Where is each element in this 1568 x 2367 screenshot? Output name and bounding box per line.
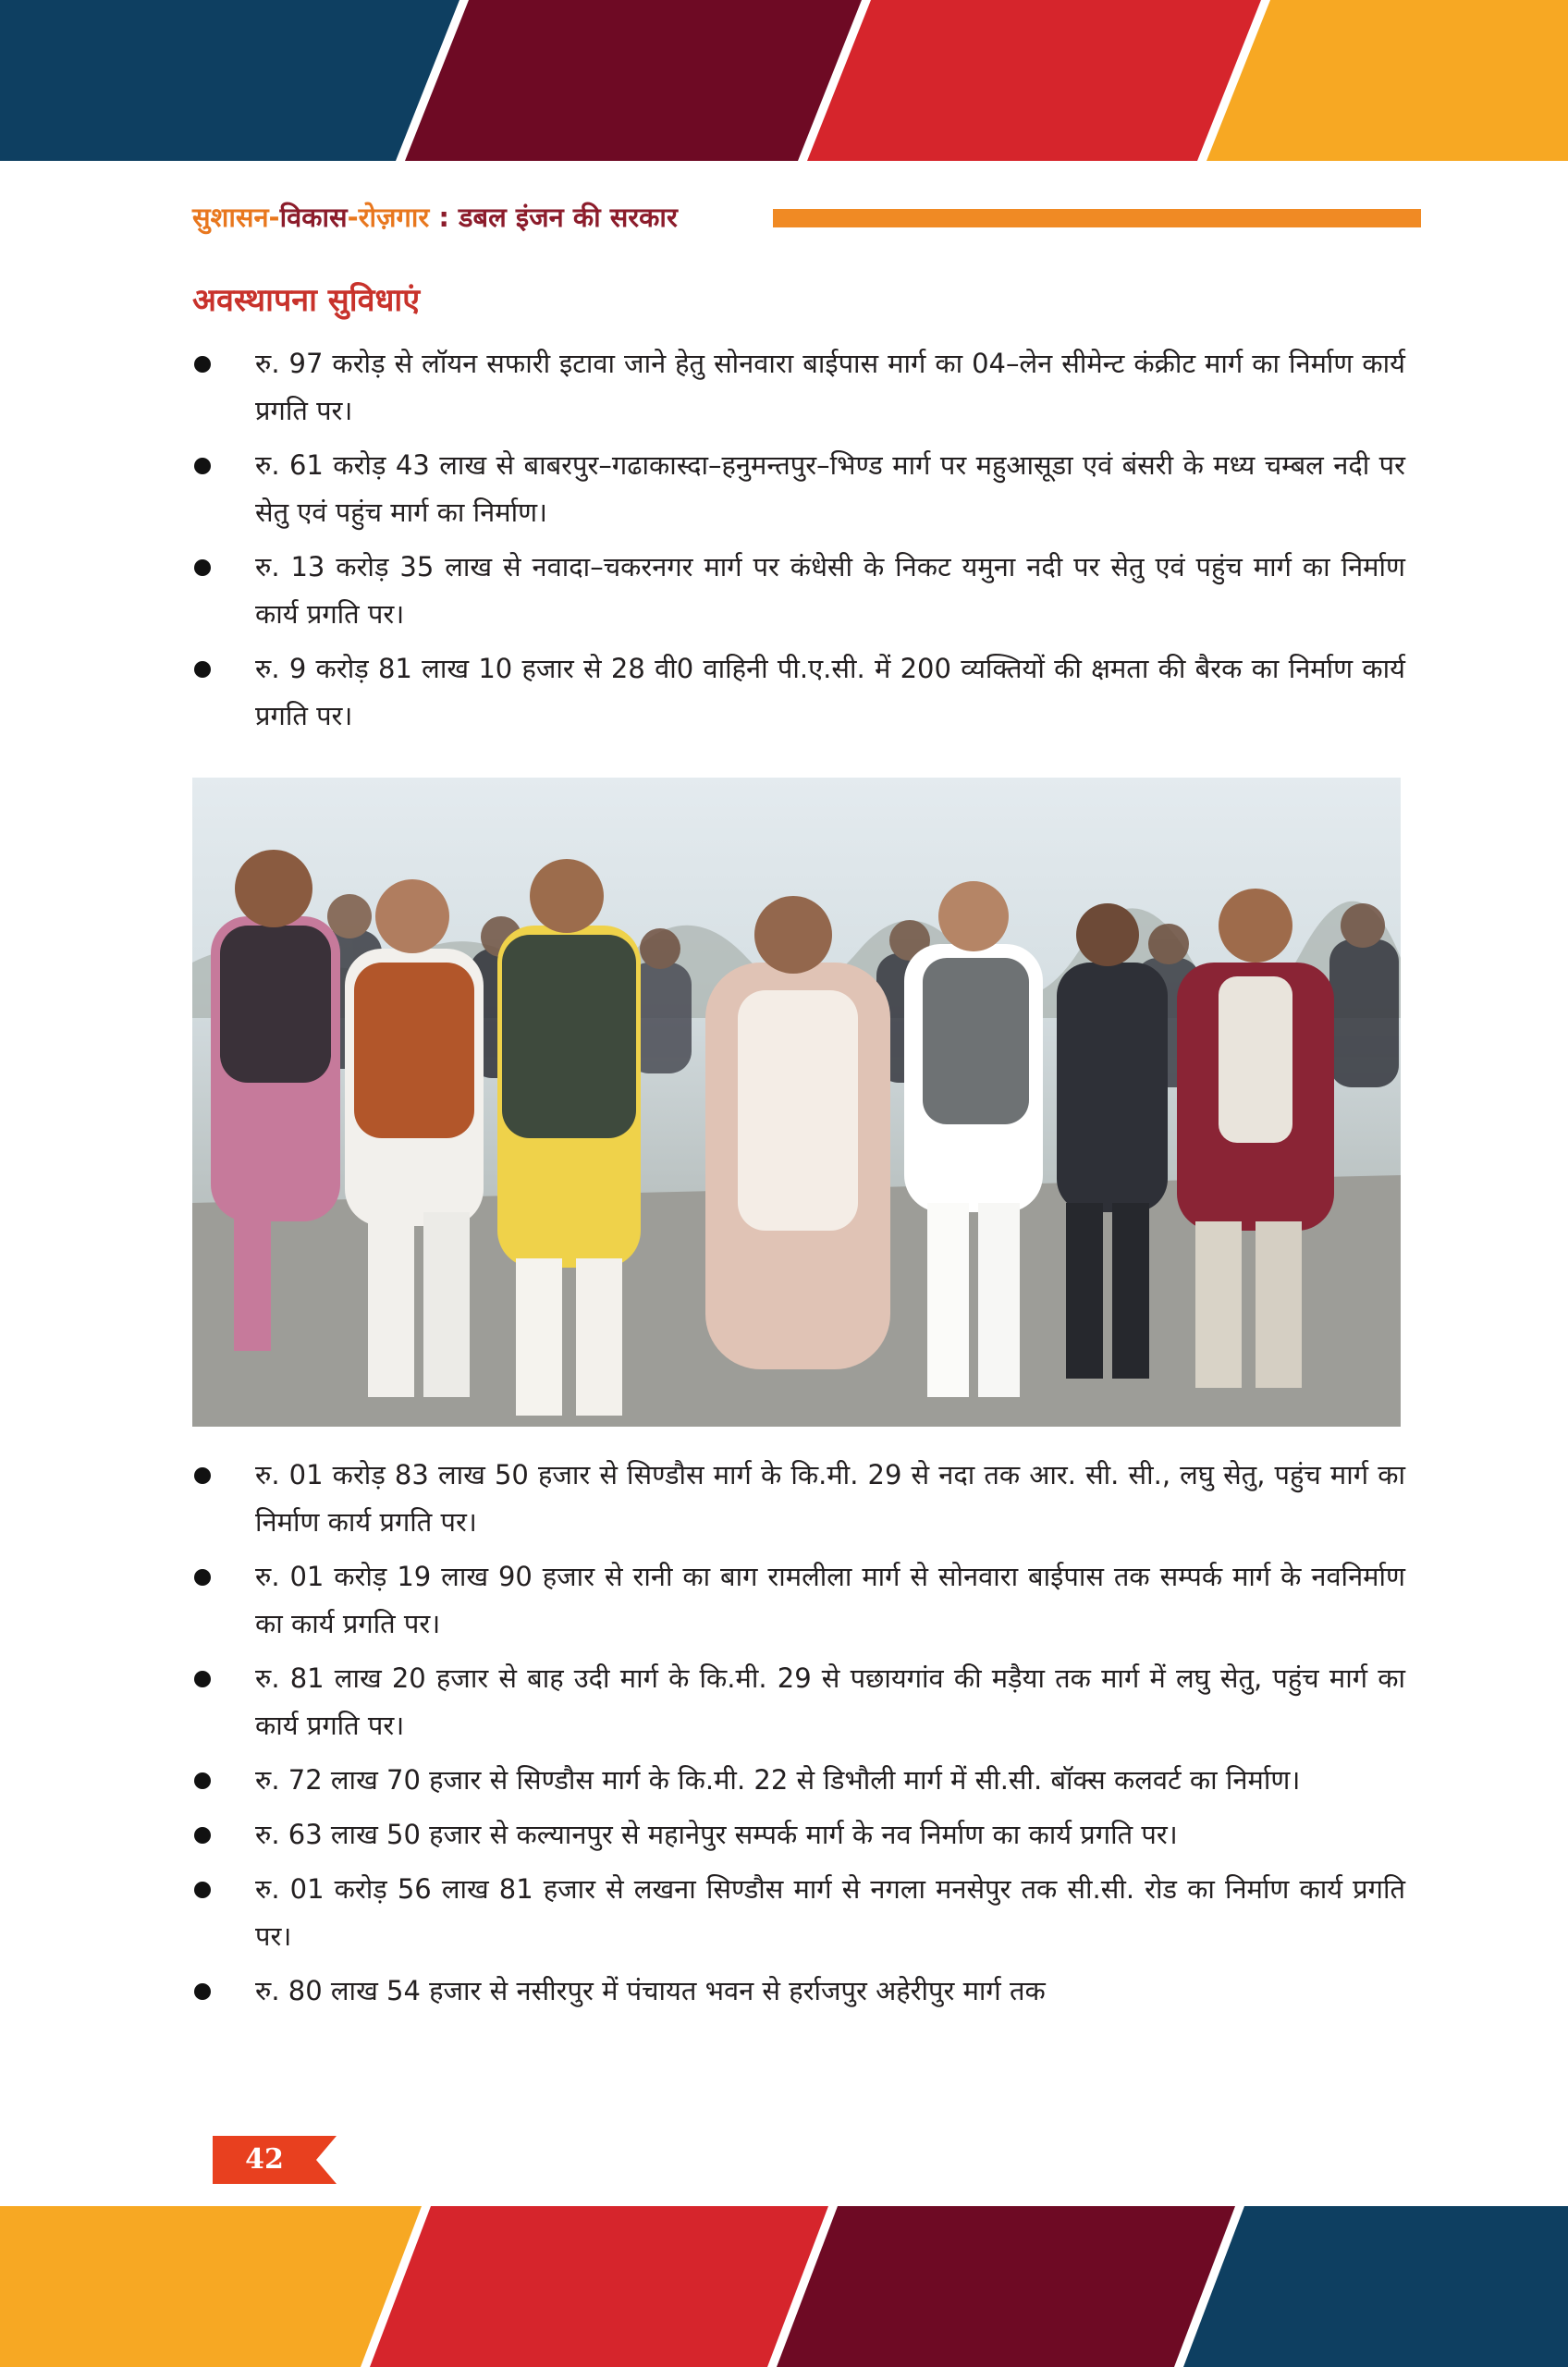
band-stripe-maroon bbox=[775, 2206, 1243, 2367]
inspection-photo bbox=[192, 778, 1401, 1427]
header-title-part3: -रोज़गार bbox=[347, 202, 430, 233]
list-item: रु. 61 करोड़ 43 लाख से बाबरपुर–गढाकास्दा–हनुमन्तपुर–भिण्ड मार्ग पर महुआसूडा एवं बंसरी के मध्य चम्बल नदी पर सेतु एवं पहुंच मार्ग का निर्माण। bbox=[192, 442, 1405, 536]
header-title-part2: विकास bbox=[279, 202, 348, 233]
top-decorative-band bbox=[0, 0, 1568, 161]
section-heading: अवस्थापना सुविधाएं bbox=[192, 282, 420, 319]
bullet-list-top bbox=[192, 340, 1405, 747]
band-stripe-navy bbox=[0, 0, 467, 161]
list-item: रु. 63 लाख 50 हजार से कल्यानपुर से महानेपुर सम्पर्क मार्ग के नव निर्माण का कार्य प्रगति पर। bbox=[192, 1811, 1405, 1858]
list-item: रु. 01 करोड़ 83 लाख 50 हजार से सिण्डौस मार्ग के कि.मी. 29 से नदा तक आर. सी. सी., लघु सेतु, पहुंच मार्ग का निर्माण कार्य प्रगति पर। bbox=[192, 1452, 1405, 1546]
band-stripe-red bbox=[368, 2206, 836, 2367]
list-item: रु. 80 लाख 54 हजार से नसीरपुर में पंचायत भवन से हर्राजपुर अहेरीपुर मार्ग तक bbox=[192, 1968, 1405, 2015]
list-item: रु. 97 करोड़ से लॉयन सफारी इटावा जाने हेतु सोनवारा बाईपास मार्ग का 04–लेन सीमेन्ट कंक्रीट मार्ग का निर्माण कार्य प्रगति पर। bbox=[192, 340, 1405, 435]
band-stripe-amber bbox=[0, 2206, 429, 2367]
list-item: रु. 13 करोड़ 35 लाख से नवादा–चकरनगर मार्ग पर कंधेसी के निकट यमुना नदी पर सेतु एवं पहुंच मार्ग का निर्माण कार्य प्रगति पर। bbox=[192, 544, 1405, 638]
band-stripe-navy bbox=[1182, 2206, 1568, 2367]
header-title-part4: : डबल इंजन की सरकार bbox=[429, 202, 678, 233]
page-number: 42 bbox=[245, 2143, 284, 2176]
list-item: रु. 01 करोड़ 56 लाख 81 हजार से लखना सिण्डौस मार्ग से नगला मनसेपुर तक सी.सी. रोड का निर्माण कार्य प्रगति पर। bbox=[192, 1866, 1405, 1960]
band-stripe-red bbox=[805, 0, 1268, 161]
band-stripe-maroon bbox=[403, 0, 869, 161]
list-item: रु. 72 लाख 70 हजार से सिण्डौस मार्ग के कि.मी. 22 से डिभौली मार्ग में सी.सी. बॉक्स कलवर्ट का निर्माण। bbox=[192, 1757, 1405, 1804]
header-rule bbox=[773, 209, 1421, 227]
list-item: रु. 01 करोड़ 19 लाख 90 हजार से रानी का बाग रामलीला मार्ग से सोनवारा बाईपास तक सम्पर्क मार्ग के नवनिर्माण का कार्य प्रगति पर। bbox=[192, 1553, 1405, 1648]
page-number-tag bbox=[213, 2136, 337, 2184]
running-header-title bbox=[192, 197, 678, 238]
header-title-part1: सुशासन- bbox=[192, 202, 280, 233]
list-item: रु. 81 लाख 20 हजार से बाह उदी मार्ग के कि.मी. 29 से पछायगांव की मड़ैया तक मार्ग में लघु सेतु, पहुंच मार्ग का कार्य प्रगति पर। bbox=[192, 1655, 1405, 1749]
bullet-list-bottom bbox=[192, 1452, 1405, 2022]
bottom-decorative-band bbox=[0, 2206, 1568, 2367]
list-item: रु. 9 करोड़ 81 लाख 10 हजार से 28 वी0 वाहिनी पी.ए.सी. में 200 व्यक्तियों की क्षमता की बैरक का निर्माण कार्य प्रगति पर। bbox=[192, 645, 1405, 740]
